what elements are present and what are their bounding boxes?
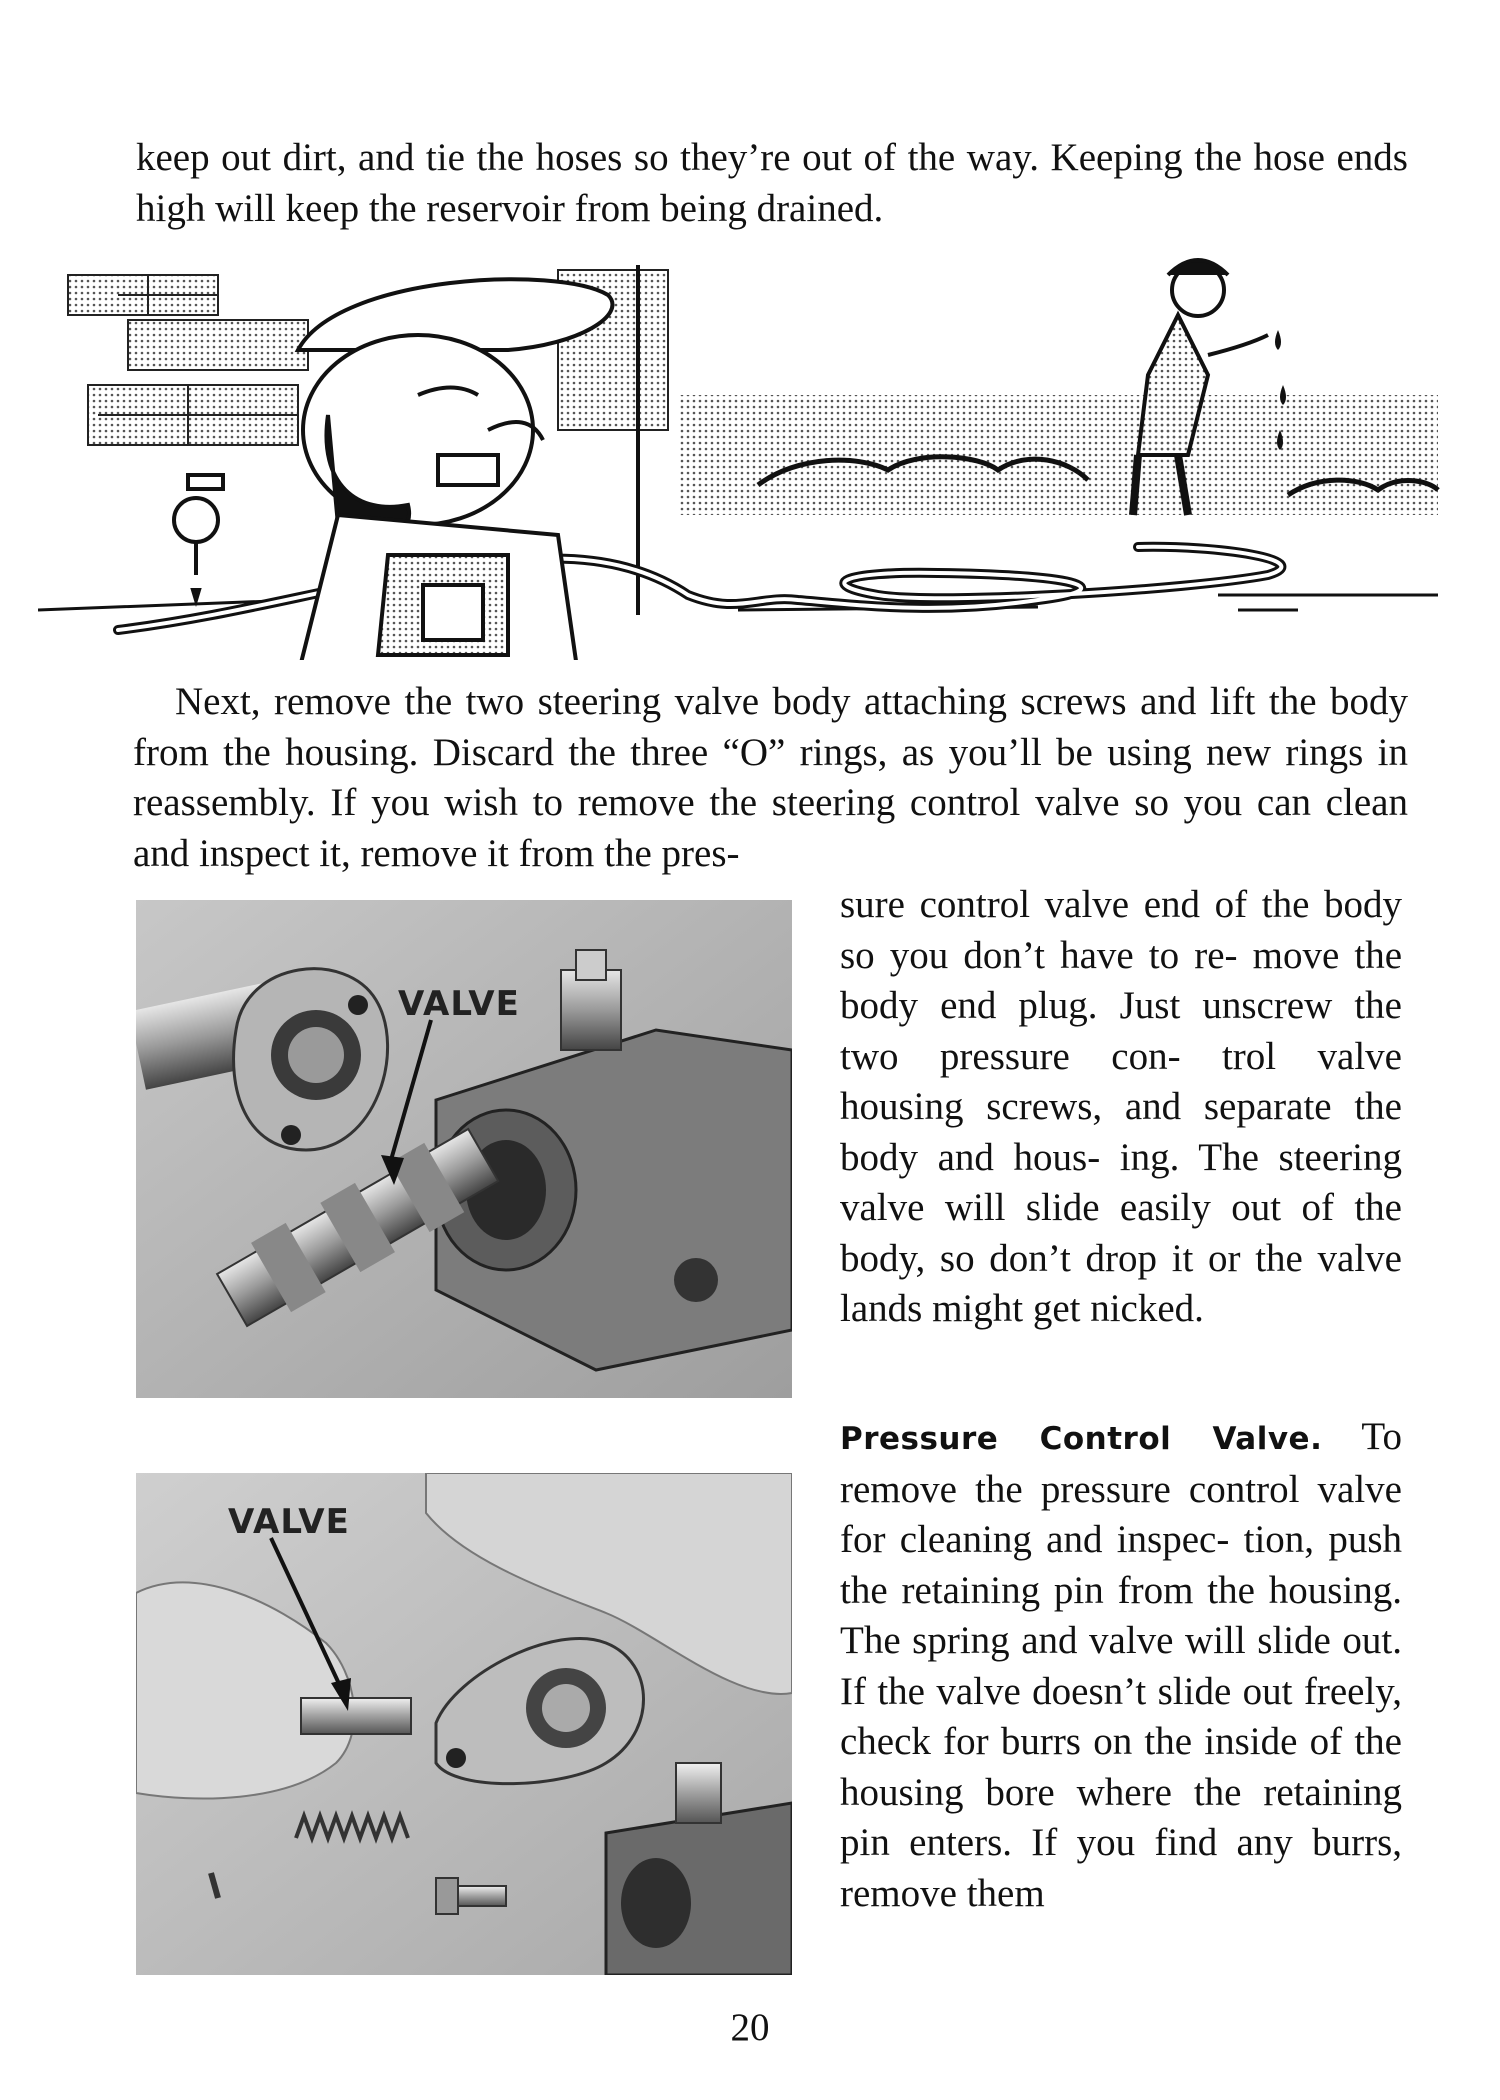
mechanic-character (298, 279, 612, 660)
valve-label: VALVE (228, 1502, 350, 1542)
bushes (678, 395, 1438, 515)
cartoon-illustration (38, 255, 1458, 660)
pressure-control-body: To remove the pressure control valve for cleaning and inspec- tion, push the retaining pin from the housing. The spring and valve will slide out. If the valve doesn’t slide out freely, check for burrs on the inside of the housing bore where the retaining pin enters. If you find any burrs, remove them (840, 1415, 1402, 1915)
page-number: 20 (730, 2006, 770, 2049)
intro-paragraph: keep out dirt, and tie the hoses so they’re out of the way. Keeping the hose ends high will keep the reservoir from being drained. (136, 136, 1408, 230)
pressure-valve-photo (136, 1473, 792, 1975)
removal-paragraph: Next, remove the two steering valve body attaching screws and lift the body from the housing. Discard the three “O” rings, as you’ll be using new rings in reassembly. If you wish to remove the steering control valve so you can clean and inspect it, remove it from the pres- (133, 680, 1408, 875)
removal-paragraph-continued: sure control valve end of the body so you don’t have to re- move the body end plug. Just unscrew the two pressure con- trol valve housing screws, and separate the body and hous- ing. The steering valve will slide easily out of the body, so don’t drop it or the valve lands might get nicked. (840, 883, 1402, 1330)
pressure-control-paragraph (840, 1412, 1402, 1919)
steering-valve-photo (136, 900, 792, 1398)
faucet-icon (174, 475, 223, 600)
valve-label: VALVE (398, 984, 520, 1024)
section-heading: Pressure Control Valve. (840, 1421, 1323, 1457)
